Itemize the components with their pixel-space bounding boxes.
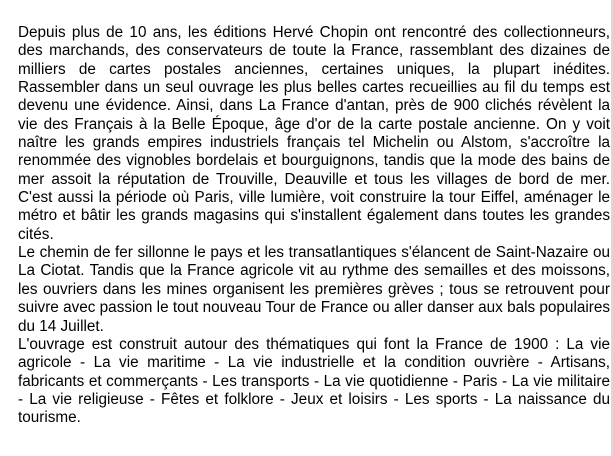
paragraph-railways: Le chemin de fer sillonne le pays et les transatlantiques s'élancent de Saint-Nazaire ou La Ciotat. Tandis que la France agricole vit au rythme des semailles et des moissons, les ouvriers dans les mines organisent les premières grèves ; tous se retrouvent pour suivre avec passion le tout nouveau Tour de France ou aller danser aux bals populaires du 14 Juillet. [18, 244, 610, 335]
paragraph-themes: L'ouvrage est construit autour des thématiques qui font la France de 1900 : La vie agricole - La vie maritime - La vie industrielle et la condition ouvrière - Artisans, fabricants et commerçants - Les transports - La vie quotidienne - Paris - La vie militaire - La vie religieuse - Fêtes et folklore - Jeux et loisirs - Les sports - La naissance du tourisme. [18, 335, 610, 427]
document-body [18, 24, 610, 428]
paragraph-intro: Depuis plus de 10 ans, les éditions Hervé Chopin ont rencontré des collectionneurs, des marchands, des conservateurs de toute la France, rassemblant des dizaines de milliers de cartes postales anciennes, certaines uniques, la plupart inédites. Rassembler dans un seul ouvrage les plus belles cartes recueillies au fil du temps est devenu une évidence. Ainsi, dans La France d'antan, près de 900 clichés révèlent la vie des Français à la Belle Époque, âge d'or de la carte postale ancienne. On y voit naître les grands empires industriels français tel Michelin ou Alstom, s'accroître la renommée des vignobles bordelais et bourguignons, tandis que la mode des bains de mer assoit la réputation de Trouville, Deauville et tous les villages de bord de mer. C'est aussi la période où Paris, ville lumière, voit construire la tour Eiffel, aménager le métro et bâtir les grands magasins qui s'installent également dans toutes les grandes cités. [18, 24, 610, 243]
